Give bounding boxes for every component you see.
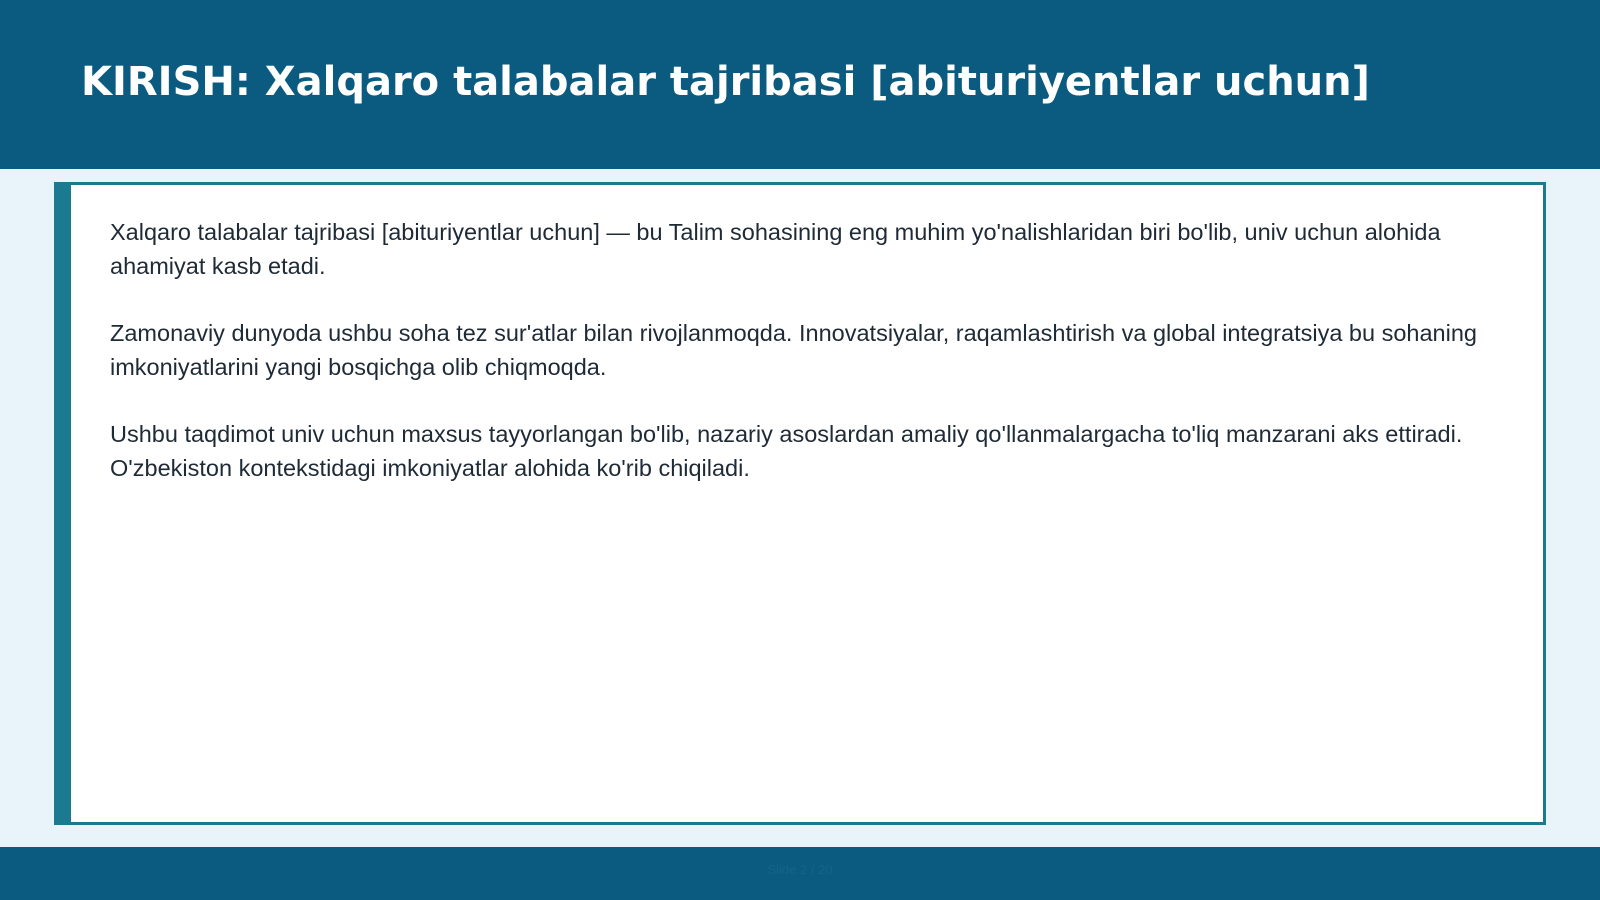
paragraph-1: Xalqaro talabalar tajribasi [abituriyentlar uchun] — bu Talim sohasining eng muhim yo'nalishlaridan biri bo'lib, univ uchun alohida ahamiyat kasb etadi. (110, 219, 1441, 279)
paragraph-2: Zamonaviy dunyoda ushbu soha tez sur'atlar bilan rivojlanmoqda. Innovatsiyalar, raqamlashtirish va global integratsiya bu sohaning imkoniyatlarini yangi bosqichga olib chiqmoqda. (110, 320, 1477, 380)
header-bar (0, 0, 1600, 169)
slide-title: KIRISH: Xalqaro talabalar tajribasi [abituriyentlar uchun] (81, 59, 1370, 105)
slide-number: Slide 2 / 20 (767, 862, 833, 877)
footer-bar (0, 847, 1600, 900)
paragraph-3: Ushbu taqdimot univ uchun maxsus tayyorlangan bo'lib, nazariy asoslardan amaliy qo'llanmalargacha to'liq manzarani aks ettiradi. O'zbekiston kontekstidagi imkoniyatlar alohida ko'rib chiqiladi. (110, 421, 1463, 481)
content-panel (54, 182, 1546, 825)
content-body (110, 215, 1510, 518)
